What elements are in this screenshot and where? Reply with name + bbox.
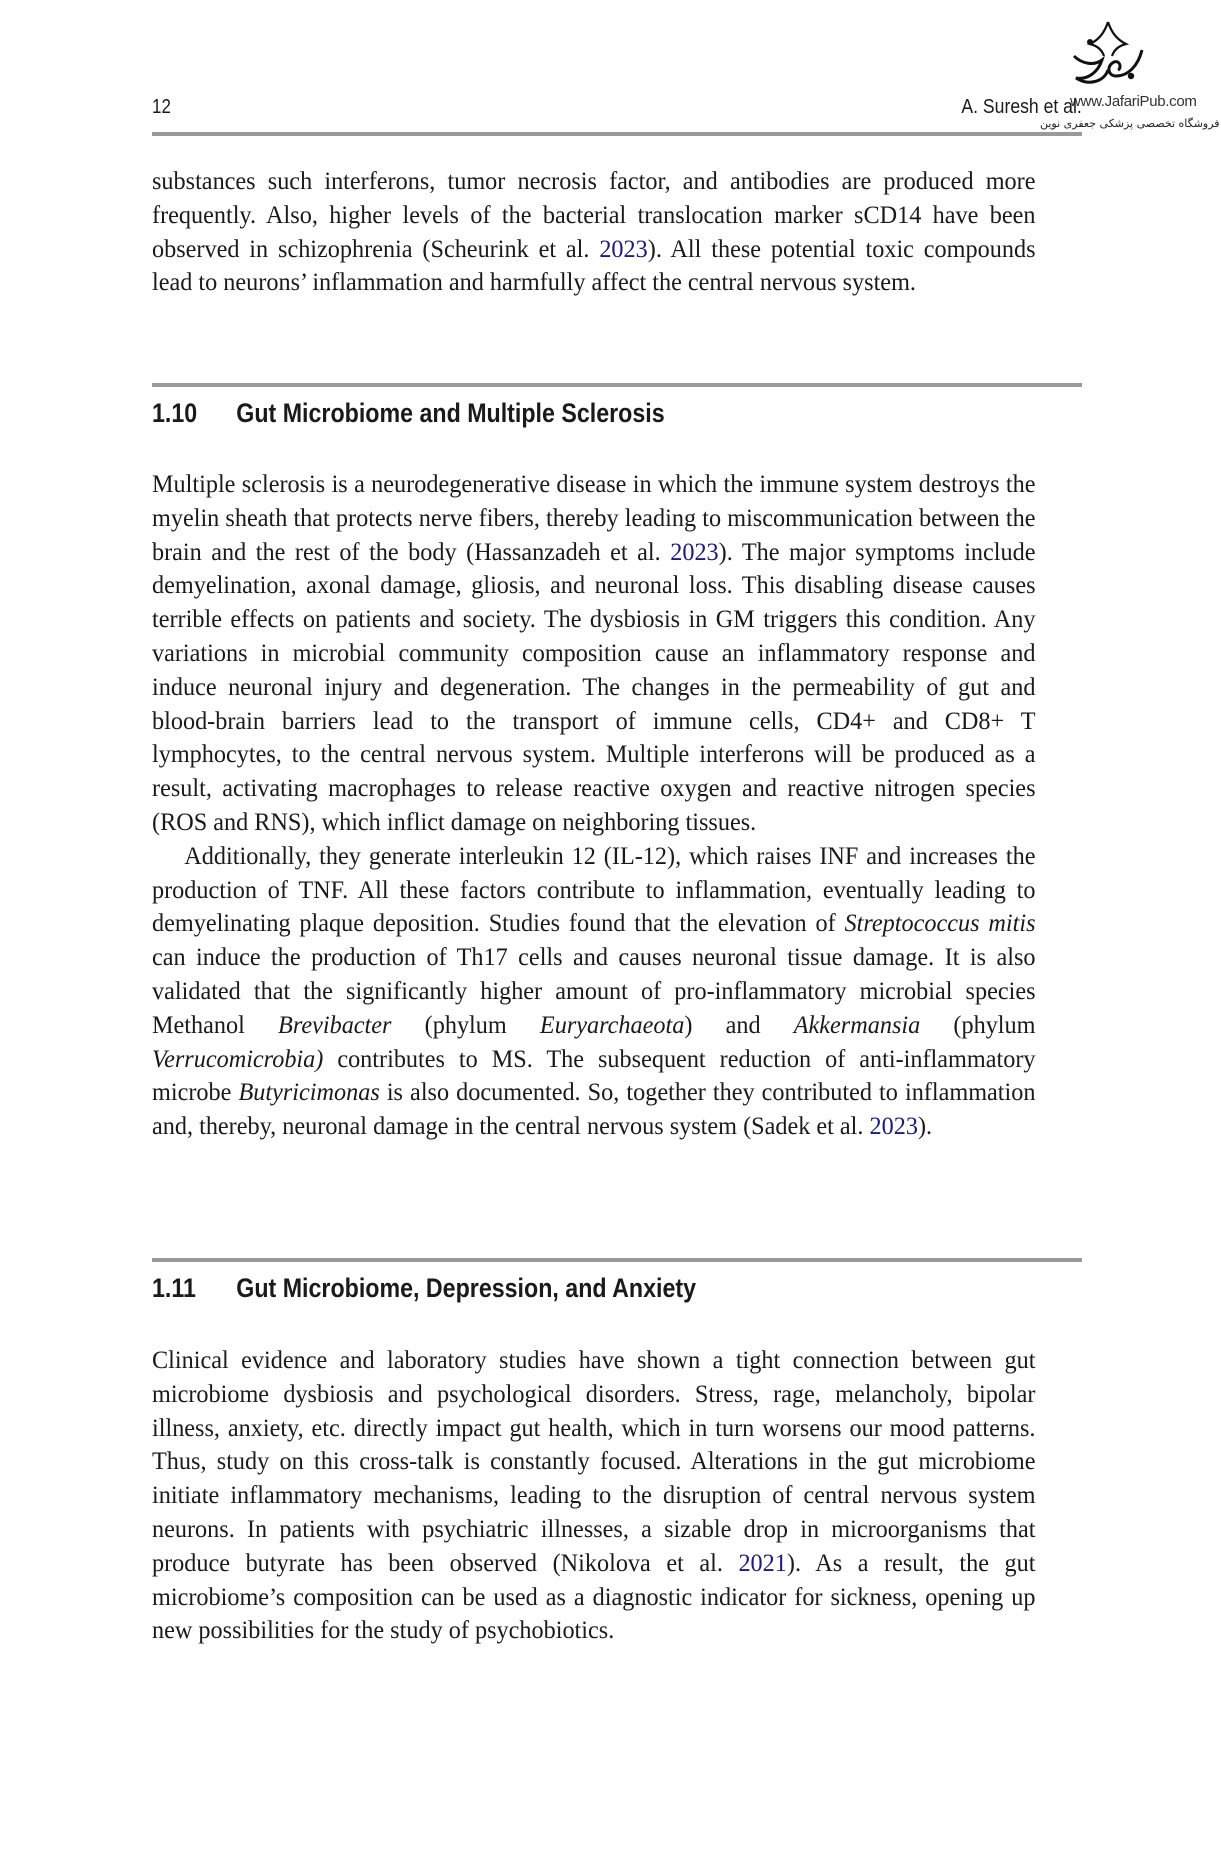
section-heading-1-10 [152,398,665,429]
text: (phylum [391,1009,540,1039]
section-heading-1-11 [152,1273,696,1304]
citation-link[interactable]: 2023 [869,1111,918,1141]
page-number: 12 [152,96,171,118]
section-1-10-text [152,467,1036,1143]
text: ). The major symptoms include demyelination, axonal damage, gliosis, and neuronal loss. This disabling disease causes terrible effects on patients and society. The dysbiosis in GM triggers this condition. Any variations in microbial community composition cause an inflammatory response and induce neuronal injury and degeneration. The changes in the permeability of gut and blood-brain barriers lead to the transport of immune cells, CD4+ and CD8+ T lymphocytes, to the central nervous system. Multiple interferons will be produced as a result, activating macrophages to release reactive oxygen and reactive nitrogen species (ROS and RNS), which inflict damage on neighboring tissues. [152,536,1036,836]
species-name: Akkermansia [793,1009,921,1039]
section-number: 1.11 [152,1273,196,1303]
paragraph [152,164,1036,299]
text: substances such interferons, tumor necrosis factor, and antibodies are produced more frequently. Also, higher levels of the bacterial translocation marker sCD14 have been observed in schizophrenia (Scheurink et al. [152,166,1036,263]
watermark-url: www.JafariPub.com [1070,93,1197,110]
jafaripub-logo-icon [1068,20,1148,92]
paragraph [152,467,1036,839]
section-number: 1.10 [152,398,198,428]
citation-link[interactable]: 2023 [599,233,648,263]
text: is also documented. So, together they contributed to inflammation and, thereby, neuronal damage in the central nervous system (Sadek et al. [152,1077,1036,1141]
text: Clinical evidence and laboratory studies have shown a tight connection between gut microbiome dysbiosis and psychological disorders. Stress, rage, melancholy, bipolar illness, anxiety, etc. directly impact gut health, which in turn worsens our mood patterns. Thus, study on this cross-talk is constantly focused. Alterations in the gut microbiome initiate inflammatory mechanisms, leading to the disruption of central nervous system neurons. In patients with psychiatric illnesses, a sizable drop in microorganisms that produce butyrate has been observed (Nikolova et al. [152,1345,1036,1577]
text: ). All these potential toxic compounds lead to neurons’ inflammation and harmfully affect the central nervous system. [152,233,1036,297]
text: Additionally, they generate interleukin 12 (IL-12), which raises INF and increases the production of TNF. All these factors contribute to inflammation, eventually leading to demyelinating plaque deposition. Studies found that the elevation of [152,840,1036,938]
running-head [152,96,1082,126]
citation-link[interactable]: 2021 [738,1547,787,1577]
text: (phylum [920,1009,1036,1039]
text: ). [917,1111,933,1141]
citation-link[interactable]: 2023 [670,536,719,566]
paragraph [152,1343,1036,1647]
section-title: Gut Microbiome, Depression, and Anxiety [236,1273,697,1303]
section-rule [152,1258,1082,1262]
section-rule [152,383,1082,387]
watermark-tagline: فروشگاه تخصصی پزشکی جعفری نوین [1040,117,1220,130]
species-name: Brevibacter [278,1009,392,1039]
intro-text [152,164,1036,299]
text: ) and [684,1009,794,1039]
header-rule [152,132,1082,136]
species-name: Streptococcus mitis [844,908,1036,938]
paragraph [152,839,1036,1143]
species-name: Verrucomicrobia) [152,1043,324,1073]
text: ). As a result, the gut microbiome’s composition can be used as a diagnostic indicator for sickness, opening up new possibilities for the study of psychobiotics. [152,1547,1036,1645]
running-author: A. Suresh et al. [961,96,1082,118]
section-title: Gut Microbiome and Multiple Sclerosis [236,398,665,428]
species-name: Euryarchaeota [539,1009,685,1039]
text: contributes to MS. The subsequent reduction of anti-inflammatory microbe [152,1043,1036,1107]
species-name: Butyricimonas [238,1077,380,1107]
section-1-11-text [152,1343,1036,1647]
text: can induce the production of Th17 cells and causes neuronal tissue damage. It is also validated that the significantly higher amount of pro-inflammatory microbial species Methanol [152,942,1036,1039]
text: Multiple sclerosis is a neurodegenerative disease in which the immune system destroys the myelin sheath that protects nerve fibers, thereby leading to miscommunication between the brain and the rest of the body (Hassanzadeh et al. [152,469,1036,566]
